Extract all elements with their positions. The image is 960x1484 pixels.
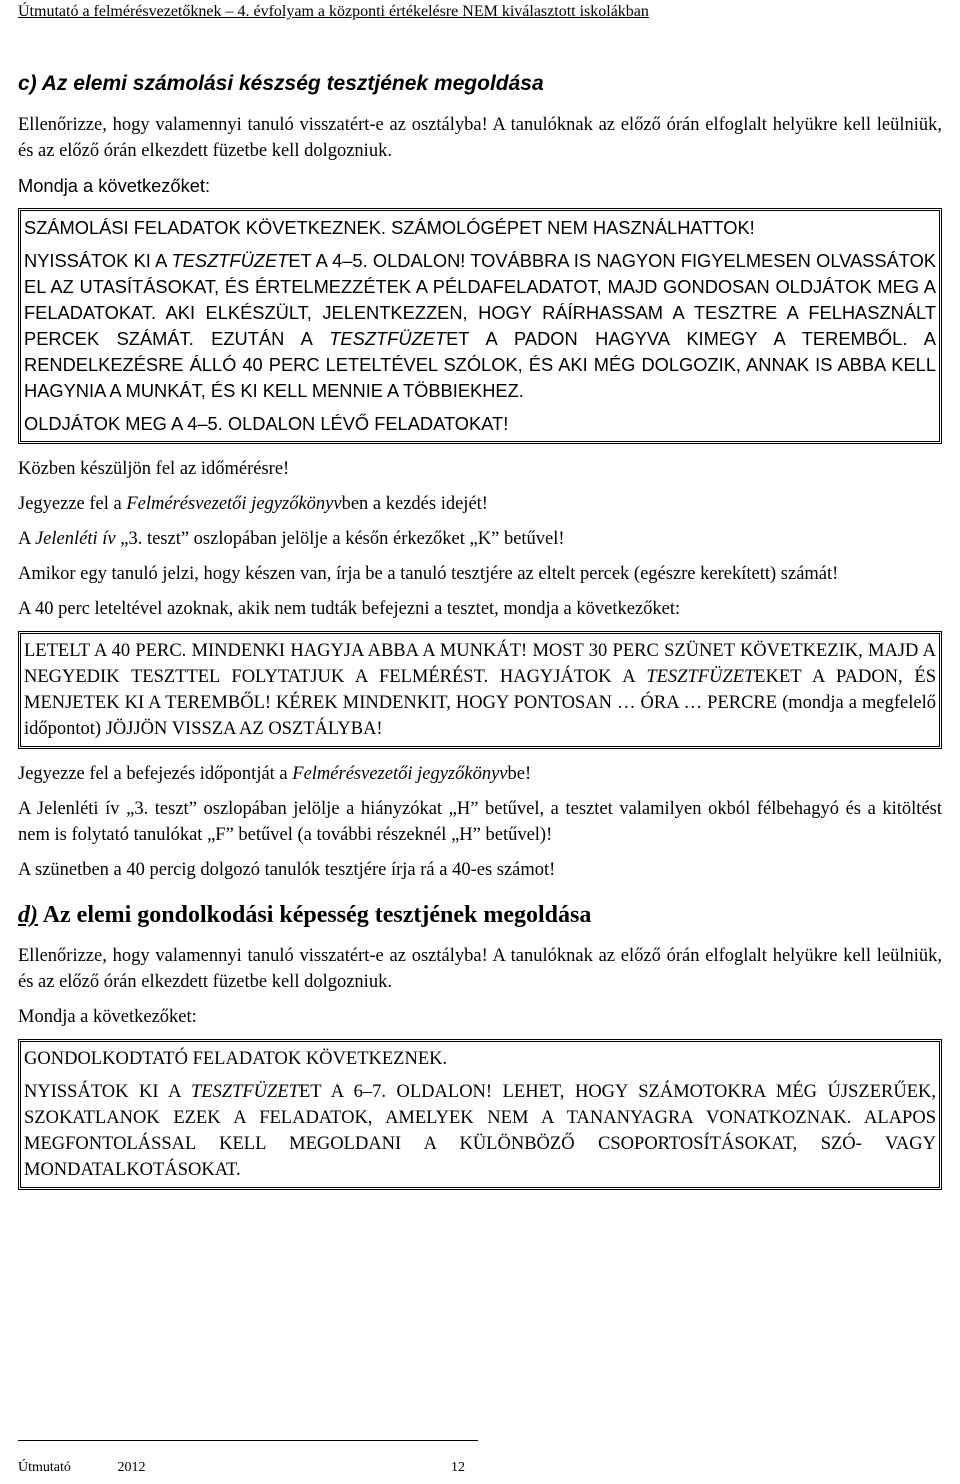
section-c-heading: Az elemi számolási készség tesztjének megoldása: [41, 72, 544, 95]
section-d-letter: d): [18, 902, 38, 928]
page-number: 12: [451, 1460, 465, 1475]
instruction-box-2: [18, 631, 942, 749]
running-header: Útmutató a felmérésvezetőknek – 4. évfolyam a központi értékelésre NEM kiválasztott iskolákban: [18, 3, 649, 20]
p-time: Közben készüljön fel az időmérésre!: [18, 459, 290, 479]
footer-year: 2012: [117, 1460, 146, 1475]
p-start: Jegyezze fel a Felmérésvezetői jegyzőkönyvben a kezdés idejét!: [18, 494, 488, 514]
p-break: A szünetben a 40 percig dolgozó tanulók tesztjére írja rá a 40-es számot!: [18, 860, 556, 880]
instruction-box-3: [18, 1039, 942, 1190]
box3-p1: GONDOLKODTATÓ FELADATOK KÖVETKEZNEK.: [24, 1049, 448, 1069]
section-c-say: Mondja a következőket:: [18, 175, 211, 196]
section-d-say: Mondja a következőket:: [18, 1007, 197, 1027]
box1-p2: NYISSÁTOK KI A TESZTFÜZETET A 4–5. OLDALON! TOVÁBBRA IS NAGYON FIGYELMESEN OLVASSÁTOK EL AZ UTASÍTÁSOKAT, ÉS ÉRTELMEZZÉTEK A PÉLDAFELADATOT, MAJD GONDOSAN OLDJÁTOK MEG A FELADATOKAT. AKI ELKÉSZÜLT, JELENTKEZZEN, HOGY RÁÍRHASSAM A TESZTRE A FELHASZNÁLT PERCEK SZÁMÁT. EZUTÁN A TESZTFÜZETET A PADON HAGYVA KIMEGY A TEREMBŐL. A RENDELKEZÉSRE ÁLLÓ 40 PERC LETELTÉVEL SZÓLOK, ÉS AKI MÉG DOLGOZIK, ANNAK IS ABBA KELL HAGYNIA A MUNKÁT, ÉS KI KELL MENNIE A TÖBBIEKHEZ.: [24, 250, 936, 401]
document-body: [18, 70, 942, 1202]
page-footer: [18, 1440, 478, 1477]
box1-p1: SZÁMOLÁSI FELADATOK KÖVETKEZNEK. SZÁMOLÓGÉPET NEM HASZNÁLHATTOK!: [24, 217, 755, 238]
p-end: Jegyezze fel a befejezés időpontját a Felmérésvezetői jegyzőkönyvbe!: [18, 764, 532, 784]
p-late: A Jelenléti ív „3. teszt” oszlopában jelölje a későn érkezőket „K” betűvel!: [18, 529, 565, 549]
box1-p3: OLDJÁTOK MEG A 4–5. OLDALON LÉVŐ FELADATOKAT!: [24, 413, 509, 434]
p-absent: A Jelenléti ív „3. teszt” oszlopában jelölje a hiányzókat „H” betűvel, a tesztet valamilyen okból félbehagyó és a kitöltést nem is folytató tanulókat „F” betűvel (a további részeknél „H” betűvel)!: [18, 799, 942, 845]
section-d-intro: Ellenőrizze, hogy valamennyi tanuló visszatért-e az osztályba! A tanulóknak az előző órán elfoglalt helyükre kell leülniük, és az előző órán elkezdett füzetbe kell dolgozniuk.: [18, 946, 942, 992]
section-c-title: [18, 70, 942, 98]
box3-p2: NYISSÁTOK KI A TESZTFÜZETET A 6–7. OLDALON! LEHET, HOGY SZÁMOTOKRA MÉG ÚJSZERŰEK, SZOKATLANOK EZEK A FELADATOK, AMELYEK NEM A TANANYAGRA VONATKOZNAK. ALAPOS MEGFONTOLÁSSAL KELL MEGOLDANI A KÜLÖNBÖZŐ CSOPORTOSÍTÁSOKAT, SZÓ- VAGY MONDATALKOTÁSOKAT.: [24, 1082, 936, 1180]
instruction-box-1: [18, 208, 942, 444]
footer-label: Útmutató: [18, 1460, 71, 1475]
section-d-title: [18, 901, 942, 929]
p-ready: Amikor egy tanuló jelzi, hogy készen van, írja be a tanuló tesztjére az eltelt percek (egészre kerekített) számát!: [18, 564, 839, 584]
section-c-intro: Ellenőrizze, hogy valamennyi tanuló visszatért-e az osztályba! A tanulóknak az előző órán elfoglalt helyükre kell leülniük, és az előző órán elkezdett füzetbe kell dolgozniuk.: [18, 115, 942, 161]
p-40: A 40 perc leteltével azoknak, akik nem tudták befejezni a tesztet, mondja a következőket:: [18, 599, 681, 619]
section-d-heading: Az elemi gondolkodási képesség tesztjének megoldása: [42, 902, 592, 928]
section-c-letter: c): [18, 72, 37, 95]
box2-text: LETELT A 40 PERC. MINDENKI HAGYJA ABBA A MUNKÁT! MOST 30 PERC SZÜNET KÖVETKEZIK, MAJD A NEGYEDIK TESZTTEL FOLYTATJUK A FELMÉRÉST. HAGYJÁTOK A TESZTFÜZETEKET A PADON, ÉS MENJETEK KI A TEREMBŐL! KÉREK MINDENKIT, HOGY PONTOSAN … ÓRA … PERCRE (mondja a megfelelő időpontot) JÖJJÖN VISSZA AZ OSZTÁLYBA!: [24, 641, 937, 739]
